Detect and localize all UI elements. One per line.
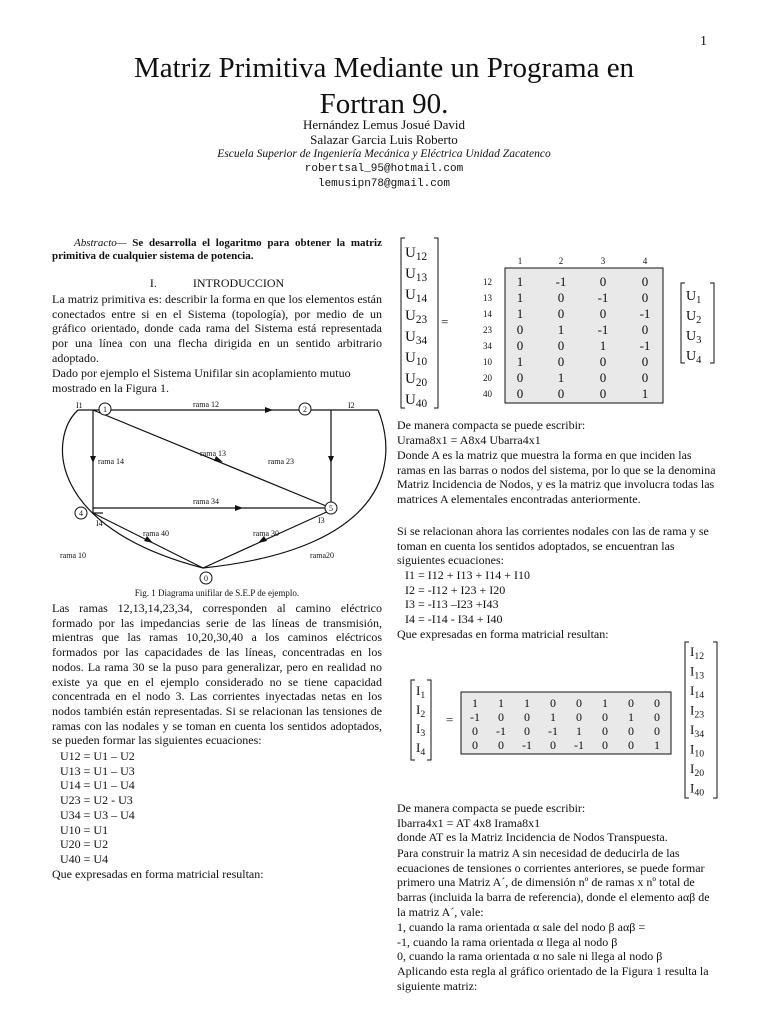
rhs-vector-entry: $I_{20}$ [690, 761, 705, 779]
column-header: 3 [600, 256, 606, 266]
abstract-label: Abstracto— [74, 237, 127, 249]
matrix-cell: 1 [516, 290, 524, 305]
matrix-cell: 1 [599, 338, 607, 353]
row-header: 12 [483, 277, 492, 287]
arrow-14 [90, 456, 96, 463]
matrix-cell: 0 [550, 696, 556, 710]
equation: U40 = U4 [60, 851, 109, 866]
column-header: 4 [642, 256, 648, 266]
rhs-vector-entry: $I_{13}$ [690, 663, 705, 682]
matrix-cell: 0 [524, 724, 530, 738]
matrix-cell: 0 [557, 306, 565, 321]
matrix-cell: 0 [641, 322, 649, 337]
rhs-vector-entry: $I_{12}$ [690, 644, 705, 662]
matrix-cell: 0 [557, 290, 565, 305]
title-line-2: Fortran 90. [319, 88, 449, 120]
branches-paragraph: Las ramas 12,13,14,23,34, corresponden al camino eléctrico formado por las impedancias serie de las líneas de transmisión, mientras que las ramas 10,20,30,40 a los caminos eléctricos formados por las capacidades de las líneas, concentradas en los nodos. La rama 30 se la puso para generalizar, pero en realidad no existe ya que en el ejemplo considerado no se tiene capacidad concentrada en el nodo 3. Las corrientes inyectadas netas en los nodos también están representadas. Si se relacionan las tensiones de ramas con las nodales y se toman en cuenta los sentidos adoptados, se pueden formar las siguientes ecuaciones: [52, 601, 382, 748]
rhs-vector-entry: $U_1$ [686, 289, 702, 306]
branch-label: rama 14 [98, 457, 124, 466]
abstract [52, 237, 382, 263]
matrix-cell: 0 [628, 724, 634, 738]
matrix-cell: 0 [602, 724, 608, 738]
lhs-vector-entry: $I_4$ [416, 740, 426, 758]
row-header: 14 [483, 309, 492, 319]
matrix-cell: 0 [599, 370, 607, 385]
current-label: I1 [76, 401, 83, 410]
rhs-bracket-left [685, 642, 689, 798]
row-header: 13 [483, 293, 492, 303]
section-heading [52, 276, 382, 291]
branch-line-10 [62, 410, 203, 568]
node-label: 1 [103, 405, 107, 414]
rules-list [397, 920, 717, 964]
matrix-cell: 0 [557, 354, 565, 369]
branch-label: rama 10 [60, 551, 86, 560]
matrix-cell: 0 [602, 710, 608, 724]
matrix-cell: 1 [641, 386, 649, 401]
rhs-vector-entry: $U_3$ [686, 329, 702, 346]
matrix-cell: 1 [557, 370, 565, 385]
figure-1-caption: Fig. 1 Diagrama unifilar de S.E.P de ejemplo. [134, 588, 300, 598]
equals-sign: = [446, 712, 454, 727]
rhs-vector-entry: $I_{23}$ [690, 702, 705, 721]
compact-equation: Urama8x1 = A8x4 Ubarra4x1 [397, 432, 541, 447]
branch-label: rama 40 [143, 529, 169, 538]
matrix-cell: 1 [602, 696, 608, 710]
equation: U14 = U1 – U4 [60, 778, 135, 793]
matrix-A-description: Donde A es la matriz que muestra la forma en que inciden las ramas en las barras o nodos del sistema, por lo que se la denomina Matriz Incidencia de Nodos, y es la matriz que involucra todas las matrices A elementales encontradas anteriormente. [397, 448, 716, 507]
branch-line-13 [93, 410, 331, 508]
matrix-cell: 1 [654, 738, 660, 752]
rhs-vector-entry: $I_{10}$ [690, 741, 705, 760]
matrix-cell: -1 [555, 274, 567, 289]
matrix-cell: 0 [472, 738, 478, 752]
matrix-cell: 0 [641, 354, 649, 369]
branch-label: rama 13 [200, 449, 226, 458]
voltage-equations [52, 749, 382, 867]
matrix-cell: 0 [516, 322, 524, 337]
matrix-cell: 0 [654, 696, 660, 710]
rhs-bracket-right [713, 642, 717, 798]
matrix-cell: 1 [516, 274, 524, 289]
matrix-cell: 0 [550, 738, 556, 752]
section-title: INTRODUCCION [192, 276, 285, 290]
rhs-vector-entry: $I_{40}$ [690, 780, 705, 799]
matrix-cell: 1 [628, 710, 634, 724]
lhs-vector-entry: $U_{10}$ [405, 350, 428, 368]
rhs-vector-entry: $I_{34}$ [690, 722, 705, 740]
matrix-cell: 0 [516, 338, 524, 353]
page-number: 1 [700, 34, 707, 49]
author-1: Hernández Lemus Josué David [302, 117, 466, 132]
matrix-cell: 1 [516, 306, 524, 321]
current-label: I4 [96, 519, 103, 528]
matrix-frame [505, 268, 663, 403]
matrix-cell: 0 [602, 738, 608, 752]
closing-paragraph: Aplicando esta regla al gráfico orientado de la Figura 1 resulta la siguiente matriz: [397, 964, 709, 993]
paper-title [0, 50, 768, 122]
branch-label: rama20 [310, 551, 334, 560]
rhs-vector-entry: $I_{14}$ [690, 683, 705, 701]
node-label: 5 [329, 504, 333, 513]
construction-paragraph: Para construir la matriz A sin necesidad de deducirla de las ecuaciones de tensiones o corrientes anteriores, se puede formar primero una Matriz A´, de dimensión nº de ramas x nº total de barras (incluida la barra de referencia), donde el elemento aαβ de la matriz A´, vale: [397, 846, 710, 919]
node-label: 2 [303, 405, 307, 414]
branch-line-20 [203, 410, 386, 568]
equation: U20 = U2 [60, 837, 109, 852]
compact-form-2 [397, 801, 717, 845]
matrix-incidence-AT [410, 640, 728, 802]
matrix-cell: 0 [576, 696, 582, 710]
matrix-cell: 0 [641, 274, 649, 289]
compact-text: De manera compacta se puede escribir: [397, 801, 586, 815]
arrow-23 [328, 456, 334, 463]
branch-label: rama 34 [193, 497, 219, 506]
column-header: 2 [558, 256, 564, 266]
matrix-cell: 0 [498, 738, 504, 752]
matrix-cell: -1 [597, 290, 609, 305]
figure-1-diagram [48, 398, 388, 588]
lhs-vector-entry: $I_3$ [416, 721, 426, 739]
figure-reference-paragraph: Dado por ejemplo el Sistema Unifilar sin acoplamiento mutuo mostrado en la Figura 1. [52, 366, 351, 395]
equation: I1 = I12 + I13 + I14 + I10 [405, 568, 531, 582]
lhs-bracket-right [427, 680, 431, 760]
matrix-cell: -1 [574, 738, 584, 752]
compact-form-1 [397, 418, 717, 447]
matrix-cell: -1 [522, 738, 532, 752]
equation: I2 = -I12 + I23 + I20 [405, 582, 506, 597]
column-header: 1 [517, 256, 523, 266]
matrix-cell: -1 [548, 724, 558, 738]
matrix-cell: 0 [576, 710, 582, 724]
equation: I3 = -I13 –I23 +I43 [405, 597, 499, 612]
matrix-cell: 1 [550, 710, 556, 724]
node-label: 0 [204, 574, 208, 583]
equation: U12 = U1 – U2 [60, 749, 135, 763]
compact-text: De manera compacta se puede escribir: [397, 418, 586, 432]
matrix-cell: 0 [628, 738, 634, 752]
matrix-cell: 0 [599, 354, 607, 369]
lhs-vector-entry: $I_2$ [416, 702, 426, 720]
lhs-vector-entry: $U_{14}$ [405, 287, 428, 305]
lhs-vector-entry: $U_{13}$ [405, 266, 428, 284]
institution: Escuela Superior de Ingeniería Mecánica y Eléctrica Unidad Zacatenco [217, 148, 551, 160]
matrix-cell: 0 [628, 696, 634, 710]
abstract-text: Se desarrolla el logaritmo para obtener la matriz primitiva de cualquier sistema de potencia. [52, 237, 382, 262]
matrix-cell: 0 [516, 386, 524, 401]
arrow-34 [235, 505, 243, 511]
title-line-1: Matriz Primitiva Mediante un Programa en [133, 52, 635, 84]
row-header: 23 [483, 325, 492, 335]
matrix-cell: 0 [472, 724, 478, 738]
matrix-cell: 0 [524, 710, 530, 724]
compact-note: donde AT es la Matriz Incidencia de Nodos Transpuesta. [397, 830, 668, 845]
equation: U34 = U3 – U4 [60, 807, 135, 822]
matrix-cell: 1 [524, 696, 530, 710]
lhs-vector-entry: $U_{12}$ [405, 245, 428, 263]
section-number: I. [149, 276, 157, 290]
equals-sign: = [441, 314, 449, 329]
row-header: 40 [483, 389, 492, 399]
matrix-cell: 0 [654, 710, 660, 724]
equation: U13 = U1 – U3 [60, 763, 135, 778]
lhs-vector-entry: $I_1$ [416, 683, 426, 701]
branch-label: rama 12 [193, 400, 219, 409]
email-1[interactable]: robertsal_95@hotmail.com [304, 163, 464, 175]
matrix-cell: -1 [496, 724, 506, 738]
row-header: 20 [483, 373, 492, 383]
matrix-cell: 1 [516, 354, 524, 369]
matrix-cell: 0 [498, 710, 504, 724]
matrix-intro-left: Que expresadas en forma matricial resultan: [52, 867, 264, 881]
row-header: 34 [483, 341, 492, 351]
matrix-frame [461, 692, 671, 754]
matrix-cell: 1 [557, 322, 565, 337]
current-equations [397, 568, 717, 627]
lhs-bracket-right [434, 238, 438, 408]
equation: U23 = U2 - U3 [60, 793, 133, 808]
rhs-vector-entry: $U_2$ [686, 309, 702, 326]
equation: I4 = -I14 - I34 + I40 [405, 612, 503, 627]
rhs-bracket-right [710, 283, 714, 363]
email-2[interactable]: lemusipn78@gmail.com [317, 178, 451, 190]
intro-paragraph: La matriz primitiva es: describir la forma en que los elementos están conectados entre si en el Sistema (topología), por medio de un gráfico orientado, donde cada rama del Sistema está representada por una línea con una flecha dirigida en un sentido arbitrario adoptado. [52, 292, 382, 365]
matrix-cell: 0 [599, 386, 607, 401]
matrix-cell: 0 [599, 274, 607, 289]
lhs-vector-entry: $U_{40}$ [405, 392, 428, 410]
author-block [0, 117, 768, 192]
rule: -1, cuando la rama orientada α llega al nodo β [397, 934, 618, 949]
row-header: 10 [483, 357, 492, 367]
matrix-intro-right: Que expresadas en forma matricial resultan: [397, 627, 609, 641]
matrix-cell: 0 [599, 306, 607, 321]
current-label: I3 [318, 516, 325, 525]
current-label: I2 [348, 401, 355, 410]
matrix-cell: 1 [576, 724, 582, 738]
matrix-cell: 0 [641, 290, 649, 305]
rule: 1, cuando la rama orientada α sale del nodo β aαβ = [397, 920, 646, 934]
lhs-vector-entry: $U_{34}$ [405, 329, 428, 347]
rhs-vector-entry: $U_4$ [686, 349, 702, 366]
matrix-cell: 1 [498, 696, 504, 710]
compact-equation: Ibarra4x1 = AT 4x8 Irama8x1 [397, 815, 541, 830]
rhs-bracket-left [681, 283, 685, 363]
matrix-incidence-A [398, 236, 728, 412]
branch-label: rama 30 [253, 529, 279, 538]
matrix-cell: -1 [470, 710, 480, 724]
rule: 0, cuando la rama orientada α no sale ni llega al nodo β [397, 949, 663, 964]
matrix-cell: 0 [641, 370, 649, 385]
branch-label: rama 23 [268, 457, 294, 466]
arrow-12 [265, 407, 273, 413]
matrix-cell: 0 [654, 724, 660, 738]
matrix-cell: 0 [557, 386, 565, 401]
matrix-cell: -1 [639, 338, 651, 353]
node-label: 4 [79, 509, 83, 518]
matrix-cell: -1 [597, 322, 609, 337]
matrix-cell: -1 [639, 306, 651, 321]
equation: U10 = U1 [60, 822, 109, 837]
matrix-cell: 0 [557, 338, 565, 353]
author-2: Salazar Garcia Luis Roberto [310, 132, 458, 147]
matrix-cell: 0 [516, 370, 524, 385]
lhs-bracket-left [411, 680, 415, 760]
currents-paragraph: Si se relacionan ahora las corrientes nodales con las de rama y se toman en cuenta los sentidos adoptados, se encuentran las siguientes ecuaciones: [397, 524, 709, 568]
lhs-vector-entry: $U_{20}$ [405, 371, 428, 389]
lhs-vector-entry: $U_{23}$ [405, 308, 428, 326]
matrix-cell: 1 [472, 696, 478, 710]
